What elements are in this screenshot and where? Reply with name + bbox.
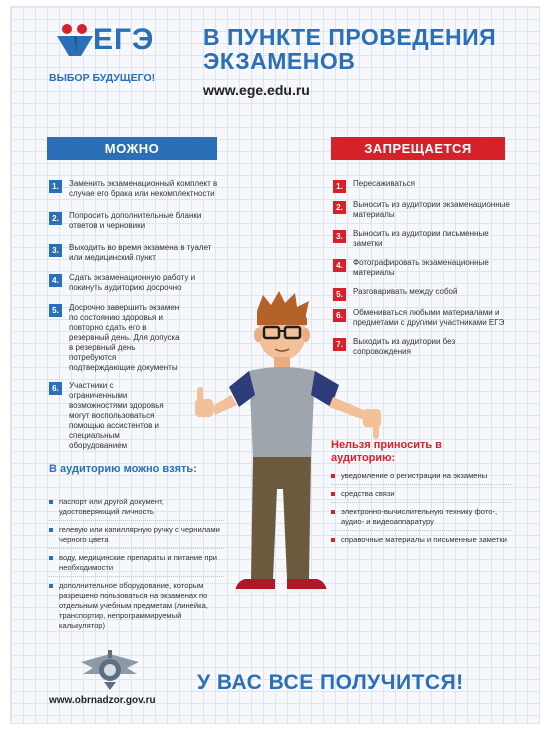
forbidden-item-text: Пересаживаться [353,179,415,188]
allowed-item [49,243,224,263]
forbidden-item-text: Выходить из аудитории без сопровождения [353,337,456,356]
number-badge: 4. [49,274,62,287]
page-title: В ПУНКТЕ ПРОВЕДЕНИЯ ЭКЗАМЕНОВ [203,24,497,74]
forbidden-item-text: Фотографировать экзаменационные материалы [353,258,489,277]
can-bring-title: В аудиторию можно взять: [49,463,197,475]
allowed-item-text: Участники с ограниченными возможностями здоровья могут воспользоваться помощью ассистентов и специальным оборудованием [69,381,164,450]
forbidden-item [333,229,513,249]
ege-logo-icon [55,23,95,57]
can-bring-item [49,581,224,631]
forbidden-item-text: Выносить из аудитории экзаменационные материалы [353,200,510,219]
poster [10,6,540,724]
can-bring-item [49,553,224,573]
bullet-icon [331,510,335,514]
bullet-icon [49,500,53,504]
bullet-icon [331,474,335,478]
cannot-bring-list [331,471,511,545]
obrnadzor-website-link[interactable]: www.obrnadzor.gov.ru [49,695,156,706]
number-badge: 4. [333,259,346,272]
can-bring-item [49,525,224,545]
ege-website-link[interactable]: www.ege.edu.ru [203,82,310,98]
can-bring-item [49,497,224,517]
number-badge: 3. [333,230,346,243]
number-badge: 7. [333,338,346,351]
bullet-icon [331,492,335,496]
cannot-bring-item-text: электронно-вычислительную технику фото-, аудио- и видеоаппаратуру [341,507,498,526]
number-badge: 1. [333,180,346,193]
number-badge: 5. [49,304,62,317]
number-badge: 5. [333,288,346,301]
forbidden-item [333,258,513,278]
allowed-item-text: Досрочно завершить экзамен по состоянию здоровья и повторно сдать его в резервный день. Для допуска в резервный день потребуются подтверждающие документы [69,303,180,372]
allowed-item-text: Заменить экзаменационный комплект в случае его брака или некомплектности [69,179,218,198]
cannot-bring-item-text: справочные материалы и письменные заметки [341,535,507,544]
number-badge: 3. [49,244,62,257]
cannot-bring-item [331,471,511,481]
ege-logo [49,19,179,89]
obrnadzor-emblem-icon [79,648,141,692]
forbidden-item [333,179,513,189]
logo-slogan: ВЫБОР БУДУЩЕГО! [49,72,156,84]
allowed-item-text: Попросить дополнительные бланки ответов и черновики [69,211,202,230]
can-bring-item-text: воду, медицинские препараты и питание при необходимости [59,553,218,572]
allowed-item-text: Выходить во время экзамена в туалет или медицинский пункт [69,243,212,262]
cannot-bring-item [331,507,511,527]
cannot-bring-item [331,489,511,499]
ege-logo-text: ЕГЭ [93,23,155,56]
number-badge: 6. [49,382,62,395]
bullet-icon [331,538,335,542]
bullet-icon [49,556,53,560]
cannot-bring-item-text: уведомление о регистрации на экзамены [341,471,488,480]
can-bring-list [49,497,224,631]
allowed-item [49,179,224,199]
forbidden-item-text: Разговаривать между собой [353,287,458,296]
allowed-item-text: Сдать экзаменационную работу и покинуть аудиторию досрочно [69,273,196,292]
cannot-bring-item [331,535,511,545]
number-badge: 1. [49,180,62,193]
forbidden-item-text: Выносить из аудитории письменные заметки [353,229,489,248]
can-bring-item-text: паспорт или другой документ, удостоверяющий личность [59,497,164,516]
footer-slogan: У ВАС ВСЕ ПОЛУЧИТСЯ! [197,671,464,694]
allowed-item [49,211,224,231]
number-badge: 2. [49,212,62,225]
allowed-banner: МОЖНО [47,137,217,160]
bullet-icon [49,528,53,532]
can-bring-item-text: дополнительное оборудование, которым разрешено пользоваться на экзаменах по отдельным учебным предметам (линейка, транспортир, непрограммируемый калькулятор) [59,581,208,630]
forbidden-banner: ЗАПРЕЩАЕТСЯ [331,137,505,160]
number-badge: 6. [333,309,346,322]
forbidden-item [333,200,513,220]
number-badge: 2. [333,201,346,214]
cannot-bring-item-text: средства связи [341,489,395,498]
cannot-bring-title: Нельзя приносить в аудиторию: [331,439,442,464]
forbidden-item-text: Обмениваться любыми материалами и предметами с другими участниками ЕГЭ [353,308,505,327]
bullet-icon [49,584,53,588]
can-bring-item-text: гелевую или капиллярную ручку с чернилами черного цвета [59,525,220,544]
